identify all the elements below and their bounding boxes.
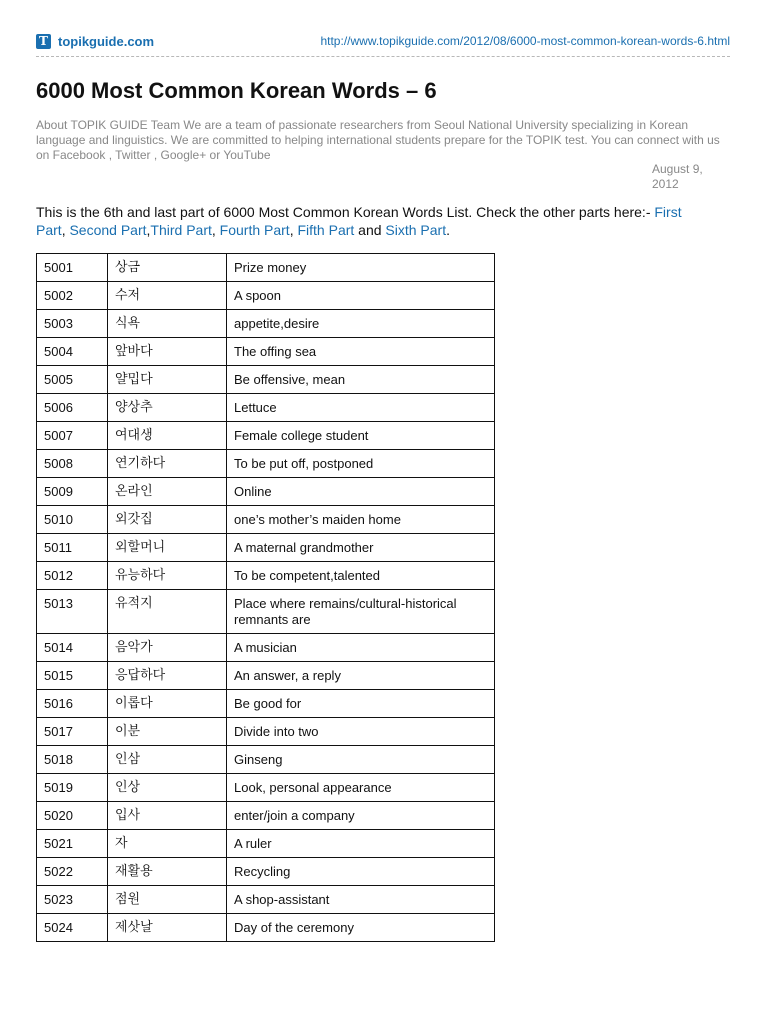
table-row — [37, 394, 495, 422]
word-number: 5017 — [37, 718, 108, 746]
table-row — [37, 634, 495, 662]
word-number: 5011 — [37, 534, 108, 562]
table-row — [37, 282, 495, 310]
korean-word: 수저 — [108, 282, 227, 310]
intro-text: This is the 6th and last part of 6000 Most Common Korean Words List. Check the other parts here:- — [36, 204, 651, 220]
link-fourth-part[interactable]: Fourth Part — [219, 222, 290, 238]
table-row — [37, 914, 495, 942]
english-meaning: Lettuce — [227, 394, 495, 422]
intro-paragraph — [36, 203, 696, 239]
korean-word: 입사 — [108, 802, 227, 830]
table-row — [37, 422, 495, 450]
korean-word: 얄밉다 — [108, 366, 227, 394]
page-url-link[interactable]: http://www.topikguide.com/2012/08/6000-most-common-korean-words-6.html — [320, 34, 730, 48]
page-header — [36, 32, 730, 52]
word-number: 5004 — [37, 338, 108, 366]
korean-word: 앞바다 — [108, 338, 227, 366]
english-meaning: The offing sea — [227, 338, 495, 366]
korean-word: 외할머니 — [108, 534, 227, 562]
korean-word: 인상 — [108, 774, 227, 802]
separator: , — [61, 222, 66, 238]
table-row — [37, 534, 495, 562]
english-meaning: Online — [227, 478, 495, 506]
english-meaning: appetite,desire — [227, 310, 495, 338]
word-number: 5015 — [37, 662, 108, 690]
word-number: 5021 — [37, 830, 108, 858]
word-number: 5024 — [37, 914, 108, 942]
word-number: 5012 — [37, 562, 108, 590]
english-meaning: Be good for — [227, 690, 495, 718]
english-meaning: A ruler — [227, 830, 495, 858]
table-row — [37, 254, 495, 282]
table-row — [37, 506, 495, 534]
table-row — [37, 718, 495, 746]
english-meaning: one’s mother’s maiden home — [227, 506, 495, 534]
english-meaning: A musician — [227, 634, 495, 662]
separator: , — [211, 222, 216, 238]
english-meaning: Ginseng — [227, 746, 495, 774]
topikguide-logo-icon: T — [36, 34, 51, 49]
english-meaning: A spoon — [227, 282, 495, 310]
korean-word: 이분 — [108, 718, 227, 746]
word-number: 5003 — [37, 310, 108, 338]
korean-word: 재활용 — [108, 858, 227, 886]
word-number: 5022 — [37, 858, 108, 886]
english-meaning: Day of the ceremony — [227, 914, 495, 942]
table-row — [37, 338, 495, 366]
korean-word: 이롭다 — [108, 690, 227, 718]
table-row — [37, 310, 495, 338]
english-meaning: Be offensive, mean — [227, 366, 495, 394]
word-number: 5010 — [37, 506, 108, 534]
word-number: 5009 — [37, 478, 108, 506]
table-row — [37, 746, 495, 774]
about-author-text: About TOPIK GUIDE Team We are a team of passionate researchers from Seoul National University specializing in Korean language and linguistics. We are committed to helping international students prepare for the TOPIK test. You can connect with us on Facebook , Twitter , Google+ or YouTube — [36, 118, 720, 162]
korean-word: 상금 — [108, 254, 227, 282]
korean-word: 제삿날 — [108, 914, 227, 942]
site-name-link[interactable]: topikguide.com — [58, 34, 155, 49]
word-number: 5020 — [37, 802, 108, 830]
table-row — [37, 590, 495, 634]
link-second-part[interactable]: Second Part — [69, 222, 147, 238]
table-row — [37, 450, 495, 478]
table-row — [37, 858, 495, 886]
separator: . — [446, 222, 451, 238]
link-first-part[interactable]: First Part — [36, 204, 682, 238]
korean-word: 인삼 — [108, 746, 227, 774]
korean-word: 외갓집 — [108, 506, 227, 534]
korean-word: 점원 — [108, 886, 227, 914]
post-date: August 9, 2012 — [652, 162, 703, 191]
english-meaning: Recycling — [227, 858, 495, 886]
table-row — [37, 886, 495, 914]
korean-word: 식욕 — [108, 310, 227, 338]
word-number: 5001 — [37, 254, 108, 282]
table-row — [37, 802, 495, 830]
english-meaning: A shop-assistant — [227, 886, 495, 914]
header-divider — [36, 56, 730, 57]
word-list-table — [36, 253, 495, 942]
korean-word: 응답하다 — [108, 662, 227, 690]
word-number: 5007 — [37, 422, 108, 450]
word-number: 5016 — [37, 690, 108, 718]
link-sixth-part[interactable]: Sixth Part — [385, 222, 447, 238]
separator: , — [289, 222, 294, 238]
english-meaning: Prize money — [227, 254, 495, 282]
table-row — [37, 690, 495, 718]
separator: , — [146, 222, 151, 238]
english-meaning: A maternal grandmother — [227, 534, 495, 562]
page-title: 6000 Most Common Korean Words – 6 — [36, 78, 437, 103]
word-number: 5023 — [37, 886, 108, 914]
english-meaning: To be put off, postponed — [227, 450, 495, 478]
word-number: 5005 — [37, 366, 108, 394]
word-number: 5014 — [37, 634, 108, 662]
word-number: 5018 — [37, 746, 108, 774]
table-row — [37, 478, 495, 506]
table-row — [37, 662, 495, 690]
link-third-part[interactable]: Third Part — [150, 222, 212, 238]
link-fifth-part[interactable]: Fifth Part — [297, 222, 355, 238]
table-row — [37, 830, 495, 858]
korean-word: 자 — [108, 830, 227, 858]
word-number: 5006 — [37, 394, 108, 422]
table-row — [37, 562, 495, 590]
korean-word: 연기하다 — [108, 450, 227, 478]
korean-word: 여대생 — [108, 422, 227, 450]
table-row — [37, 774, 495, 802]
separator-and: and — [358, 222, 382, 238]
korean-word: 유적지 — [108, 590, 227, 634]
word-number: 5013 — [37, 590, 108, 634]
korean-word: 양상추 — [108, 394, 227, 422]
korean-word: 음악가 — [108, 634, 227, 662]
english-meaning: Female college student — [227, 422, 495, 450]
english-meaning: Divide into two — [227, 718, 495, 746]
korean-word: 온라인 — [108, 478, 227, 506]
korean-word: 유능하다 — [108, 562, 227, 590]
table-row — [37, 366, 495, 394]
word-number: 5002 — [37, 282, 108, 310]
english-meaning: Look, personal appearance — [227, 774, 495, 802]
english-meaning: An answer, a reply — [227, 662, 495, 690]
english-meaning: To be competent,talented — [227, 562, 495, 590]
english-meaning: enter/join a company — [227, 802, 495, 830]
word-number: 5008 — [37, 450, 108, 478]
word-number: 5019 — [37, 774, 108, 802]
english-meaning: Place where remains/cultural-historical remnants are — [227, 590, 495, 634]
